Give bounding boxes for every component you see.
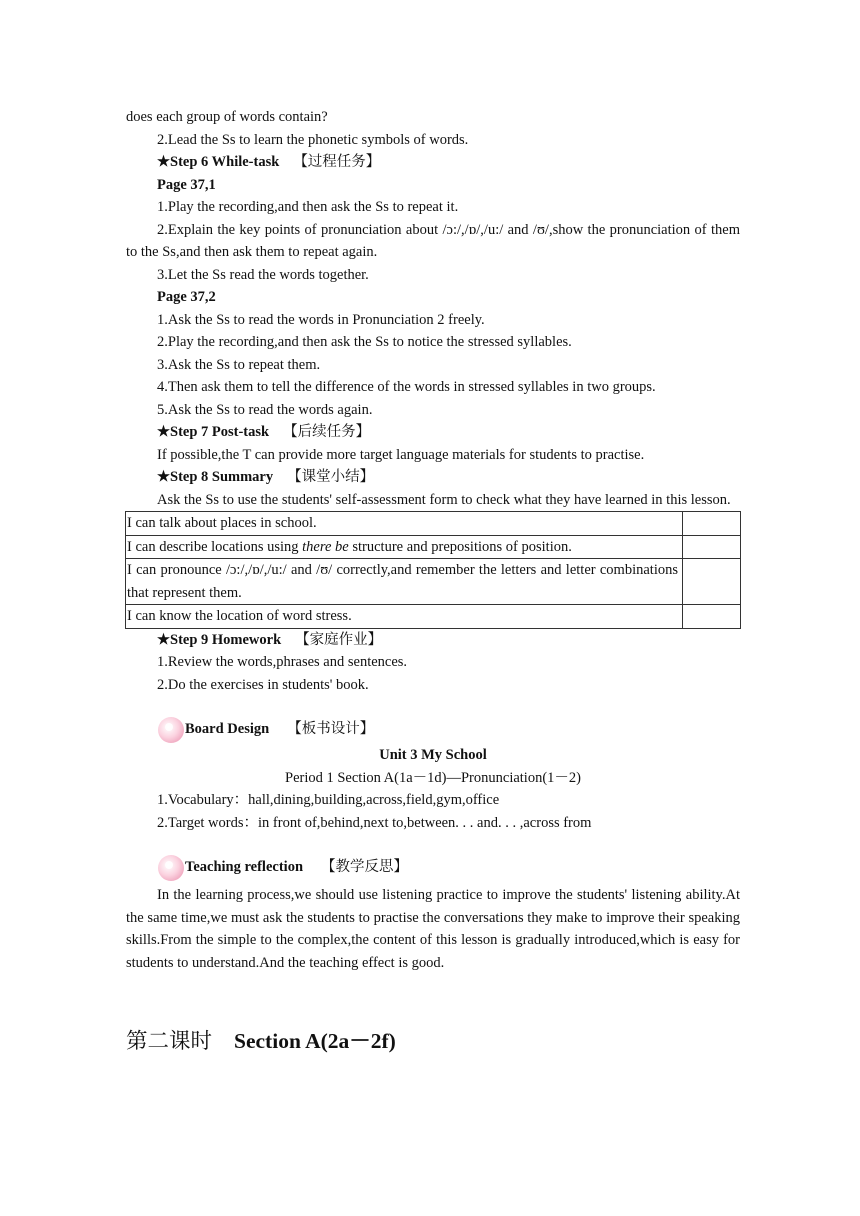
assessment-check-cell: [683, 512, 741, 536]
board-unit-title: Unit 3 My School: [379, 747, 487, 763]
intro-line-2: 2.Lead the Ss to learn the phonetic symbols of words.: [157, 131, 469, 148]
step7-text: If possible,the T can provide more target language materials for students to practise.: [157, 446, 645, 463]
teaching-reflection-label: Teaching reflection: [185, 859, 304, 875]
intro-line-1: does each group of words contain?: [126, 109, 328, 125]
board-period: Period 1 Section A(1a－1d)—Pronunciation(1－2): [285, 769, 581, 786]
step9-cn: 【家庭作业】: [295, 631, 383, 648]
teaching-reflection-heading: [126, 848, 740, 878]
assessment-item: I can pronounce /ɔ:/,/ɒ/,/u:/ and /ʊ/ correctly,and remember the letters and letter combinations that represent them.: [126, 559, 683, 605]
assessment-item: I can talk about places in school.: [126, 512, 683, 536]
assessment-item: [126, 535, 683, 559]
step6-b1: 1.Ask the Ss to read the words in Pronunciation 2 freely.: [157, 311, 485, 328]
next-section-title: Section A(2a－2f): [234, 1029, 396, 1053]
step8-text: Ask the Ss to use the students' self-assessment form to check what they have learned in this lesson.: [157, 491, 731, 508]
board-design-cn: 【板书设计】: [287, 721, 375, 737]
step6-b2: 2.Play the recording,and then ask the Ss to notice the stressed syllables.: [157, 334, 572, 350]
next-section-heading: [126, 1026, 740, 1056]
board-design-heading: [126, 710, 740, 740]
step9-heading: [126, 629, 740, 652]
step7-label: ★Step 7 Post-task: [157, 424, 270, 440]
document-page: [126, 106, 740, 1056]
step7-heading: [126, 421, 740, 444]
board-target-words: 2.Target words：in front of,behind,next to,between. . . and. . . ,across from: [157, 814, 592, 831]
step6-page-a: Page 37,1: [157, 176, 216, 193]
step9-label: ★Step 9 Homework: [157, 631, 282, 648]
assessment-check-cell: [683, 535, 741, 559]
table-row: [126, 559, 741, 605]
teaching-reflection-title: [185, 856, 408, 878]
step6-label: ★Step 6 While-task: [157, 154, 280, 170]
pink-pin-icon: [158, 717, 184, 743]
assessment-item: I can know the location of word stress.: [126, 605, 683, 629]
table-row: [126, 605, 741, 629]
next-section-cn: 第二课时: [126, 1029, 213, 1053]
table-row: [126, 512, 741, 536]
step7-cn: 【后续任务】: [283, 424, 371, 440]
step8-heading: [126, 466, 740, 489]
step6-a2: 2.Explain the key points of pronunciation about /ɔ:/,/ɒ/,/u:/ and /ʊ/,show the pronunciation of them to the Ss,and then ask them to repeat again.: [126, 221, 740, 260]
step6-a3: 3.Let the Ss read the words together.: [157, 266, 369, 283]
board-design-title: [185, 718, 374, 740]
step6-b3: 3.Ask the Ss to repeat them.: [157, 356, 321, 373]
teaching-reflection-text: In the learning process,we should use listening practice to improve the students' listening ability.At the same time,we must ask the students to practise the conversations they make to improve their speaking skills.From the simple to the complex,the content of this lesson is gradually introduced,which is easy for students to understand.And the teaching effect is good.: [126, 887, 740, 971]
step6-heading: [126, 151, 740, 174]
table-row: [126, 535, 741, 559]
board-vocabulary: 1.Vocabulary：hall,dining,building,across,field,gym,office: [157, 792, 500, 808]
step9-h2: 2.Do the exercises in students' book.: [157, 676, 369, 693]
step8-label: ★Step 8 Summary: [157, 469, 274, 485]
assessment-item-text: structure and prepositions of position.: [348, 538, 572, 555]
step6-page-b: Page 37,2: [157, 289, 216, 305]
teaching-reflection-cn: 【教学反思】: [321, 859, 409, 875]
assessment-check-cell: [683, 559, 741, 605]
step6-a1: 1.Play the recording,and then ask the Ss to repeat it.: [157, 199, 459, 215]
assessment-item-emphasis: there be: [302, 538, 349, 555]
step6-cn: 【过程任务】: [293, 154, 381, 170]
assessment-item-text: I can describe locations using: [127, 538, 303, 555]
assessment-check-cell: [683, 605, 741, 629]
self-assessment-table: [125, 511, 741, 629]
board-design-label: Board Design: [185, 721, 270, 737]
step6-b4: 4.Then ask them to tell the difference of the words in stressed syllables in two groups.: [157, 379, 656, 395]
step9-h1: 1.Review the words,phrases and sentences.: [157, 654, 408, 670]
step8-cn: 【课堂小结】: [287, 469, 375, 485]
pink-pin-icon: [158, 855, 184, 881]
step6-b5: 5.Ask the Ss to read the words again.: [157, 401, 373, 418]
